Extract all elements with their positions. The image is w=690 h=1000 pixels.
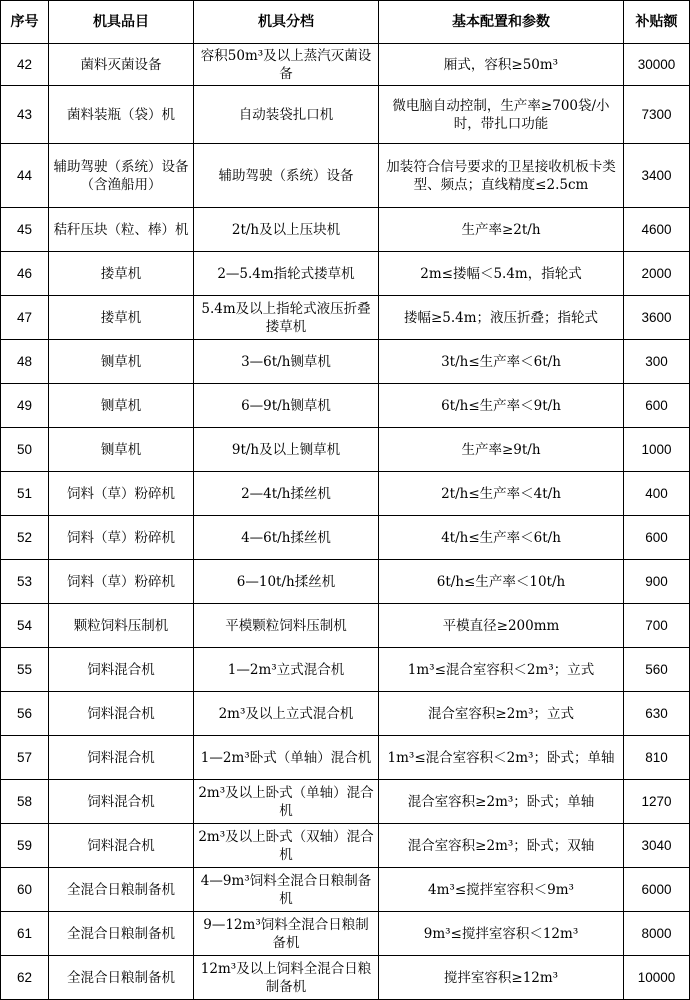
cell-seq: 49 [1, 384, 49, 428]
cell-item: 饲料混合机 [49, 736, 194, 780]
cell-subsidy: 630 [624, 692, 690, 736]
cell-subsidy: 600 [624, 384, 690, 428]
cell-grade: 9t/h及以上铡草机 [194, 428, 379, 472]
cell-seq: 61 [1, 912, 49, 956]
cell-item: 颗粒饲料压制机 [49, 604, 194, 648]
cell-seq: 52 [1, 516, 49, 560]
cell-config: 搂幅≥5.4m；液压折叠；指轮式 [379, 296, 624, 340]
cell-seq: 51 [1, 472, 49, 516]
cell-subsidy: 600 [624, 516, 690, 560]
cell-config: 加装符合信号要求的卫星接收机板卡类型、频点；直线精度≤2.5cm [379, 144, 624, 208]
cell-grade: 1—2m³卧式（单轴）混合机 [194, 736, 379, 780]
table-row [1, 912, 690, 956]
table-row [1, 824, 690, 868]
cell-grade: 2—5.4m指轮式搂草机 [194, 252, 379, 296]
cell-grade: 2m³及以上立式混合机 [194, 692, 379, 736]
cell-item: 饲料混合机 [49, 692, 194, 736]
cell-subsidy: 6000 [624, 868, 690, 912]
cell-subsidy: 3040 [624, 824, 690, 868]
cell-subsidy: 3600 [624, 296, 690, 340]
cell-item: 饲料混合机 [49, 824, 194, 868]
table-row [1, 648, 690, 692]
table-row [1, 516, 690, 560]
table-row [1, 340, 690, 384]
cell-seq: 54 [1, 604, 49, 648]
cell-item: 辅助驾驶（系统）设备（含渔船用） [49, 144, 194, 208]
cell-item: 饲料（草）粉碎机 [49, 516, 194, 560]
table-row [1, 44, 690, 86]
cell-subsidy: 10000 [624, 956, 690, 1000]
cell-subsidy: 8000 [624, 912, 690, 956]
cell-grade: 2—4t/h揉丝机 [194, 472, 379, 516]
header-config: 基本配置和参数 [379, 1, 624, 44]
table-row [1, 384, 690, 428]
cell-grade: 辅助驾驶（系统）设备 [194, 144, 379, 208]
cell-seq: 44 [1, 144, 49, 208]
cell-item: 全混合日粮制备机 [49, 912, 194, 956]
cell-item: 全混合日粮制备机 [49, 868, 194, 912]
cell-seq: 43 [1, 86, 49, 144]
cell-config: 2m≤搂幅＜5.4m，指轮式 [379, 252, 624, 296]
cell-config: 混合室容积≥2m³；卧式；单轴 [379, 780, 624, 824]
cell-grade: 自动装袋扎口机 [194, 86, 379, 144]
cell-grade: 9—12m³饲料全混合日粮制备机 [194, 912, 379, 956]
cell-subsidy: 810 [624, 736, 690, 780]
cell-item: 铡草机 [49, 340, 194, 384]
cell-item: 菌料灭菌设备 [49, 44, 194, 86]
cell-grade: 3—6t/h铡草机 [194, 340, 379, 384]
cell-seq: 59 [1, 824, 49, 868]
cell-config: 4t/h≤生产率＜6t/h [379, 516, 624, 560]
cell-subsidy: 1000 [624, 428, 690, 472]
cell-seq: 55 [1, 648, 49, 692]
cell-grade: 2m³及以上卧式（单轴）混合机 [194, 780, 379, 824]
cell-subsidy: 400 [624, 472, 690, 516]
header-grade: 机具分档 [194, 1, 379, 44]
cell-seq: 45 [1, 208, 49, 252]
cell-subsidy: 560 [624, 648, 690, 692]
cell-grade: 平模颗粒饲料压制机 [194, 604, 379, 648]
cell-config: 3t/h≤生产率＜6t/h [379, 340, 624, 384]
table-row [1, 604, 690, 648]
cell-subsidy: 3400 [624, 144, 690, 208]
cell-grade: 容积50m³及以上蒸汽灭菌设备 [194, 44, 379, 86]
table-row [1, 780, 690, 824]
cell-seq: 58 [1, 780, 49, 824]
cell-item: 秸秆压块（粒、棒）机 [49, 208, 194, 252]
cell-config: 9m³≤搅拌室容积＜12m³ [379, 912, 624, 956]
cell-item: 菌料装瓶（袋）机 [49, 86, 194, 144]
cell-seq: 60 [1, 868, 49, 912]
table-row [1, 144, 690, 208]
cell-item: 铡草机 [49, 384, 194, 428]
cell-item: 全混合日粮制备机 [49, 956, 194, 1000]
cell-subsidy: 30000 [624, 44, 690, 86]
cell-grade: 5.4m及以上指轮式液压折叠搂草机 [194, 296, 379, 340]
cell-item: 饲料（草）粉碎机 [49, 472, 194, 516]
cell-grade: 2m³及以上卧式（双轴）混合机 [194, 824, 379, 868]
cell-seq: 46 [1, 252, 49, 296]
cell-seq: 62 [1, 956, 49, 1000]
cell-item: 饲料（草）粉碎机 [49, 560, 194, 604]
cell-config: 混合室容积≥2m³；卧式；双轴 [379, 824, 624, 868]
table-row [1, 560, 690, 604]
table-row [1, 208, 690, 252]
table-body [1, 44, 690, 1000]
cell-grade: 2t/h及以上压块机 [194, 208, 379, 252]
table-row [1, 736, 690, 780]
table-row [1, 472, 690, 516]
cell-config: 2t/h≤生产率＜4t/h [379, 472, 624, 516]
cell-seq: 50 [1, 428, 49, 472]
cell-subsidy: 4600 [624, 208, 690, 252]
cell-seq: 56 [1, 692, 49, 736]
cell-config: 厢式，容积≥50m³ [379, 44, 624, 86]
cell-seq: 57 [1, 736, 49, 780]
cell-grade: 12m³及以上饲料全混合日粮制备机 [194, 956, 379, 1000]
cell-subsidy: 1270 [624, 780, 690, 824]
cell-config: 生产率≥2t/h [379, 208, 624, 252]
cell-config: 6t/h≤生产率＜9t/h [379, 384, 624, 428]
cell-config: 4m³≤搅拌室容积＜9m³ [379, 868, 624, 912]
cell-grade: 6—10t/h揉丝机 [194, 560, 379, 604]
cell-grade: 6—9t/h铡草机 [194, 384, 379, 428]
table-row [1, 692, 690, 736]
table-row [1, 428, 690, 472]
cell-config: 搅拌室容积≥12m³ [379, 956, 624, 1000]
cell-config: 1m³≤混合室容积＜2m³；卧式；单轴 [379, 736, 624, 780]
cell-subsidy: 300 [624, 340, 690, 384]
cell-seq: 42 [1, 44, 49, 86]
cell-seq: 47 [1, 296, 49, 340]
table-row [1, 956, 690, 1000]
cell-grade: 4—9m³饲料全混合日粮制备机 [194, 868, 379, 912]
cell-subsidy: 2000 [624, 252, 690, 296]
cell-config: 平模直径≥200mm [379, 604, 624, 648]
cell-item: 铡草机 [49, 428, 194, 472]
table-row [1, 86, 690, 144]
table-row [1, 868, 690, 912]
cell-item: 搂草机 [49, 296, 194, 340]
cell-config: 6t/h≤生产率＜10t/h [379, 560, 624, 604]
table-row [1, 296, 690, 340]
table-row [1, 252, 690, 296]
cell-subsidy: 700 [624, 604, 690, 648]
cell-config: 微电脑自动控制，生产率≥700袋/小时，带扎口功能 [379, 86, 624, 144]
cell-item: 饲料混合机 [49, 648, 194, 692]
cell-item: 饲料混合机 [49, 780, 194, 824]
cell-subsidy: 900 [624, 560, 690, 604]
cell-grade: 4—6t/h揉丝机 [194, 516, 379, 560]
cell-config: 生产率≥9t/h [379, 428, 624, 472]
cell-grade: 1—2m³立式混合机 [194, 648, 379, 692]
cell-seq: 48 [1, 340, 49, 384]
header-item: 机具品目 [49, 1, 194, 44]
cell-item: 搂草机 [49, 252, 194, 296]
table-header-row [1, 1, 690, 44]
header-subsidy: 补贴额 [624, 1, 690, 44]
cell-config: 1m³≤混合室容积＜2m³；立式 [379, 648, 624, 692]
cell-subsidy: 7300 [624, 86, 690, 144]
header-seq: 序号 [1, 1, 49, 44]
cell-config: 混合室容积≥2m³；立式 [379, 692, 624, 736]
cell-seq: 53 [1, 560, 49, 604]
